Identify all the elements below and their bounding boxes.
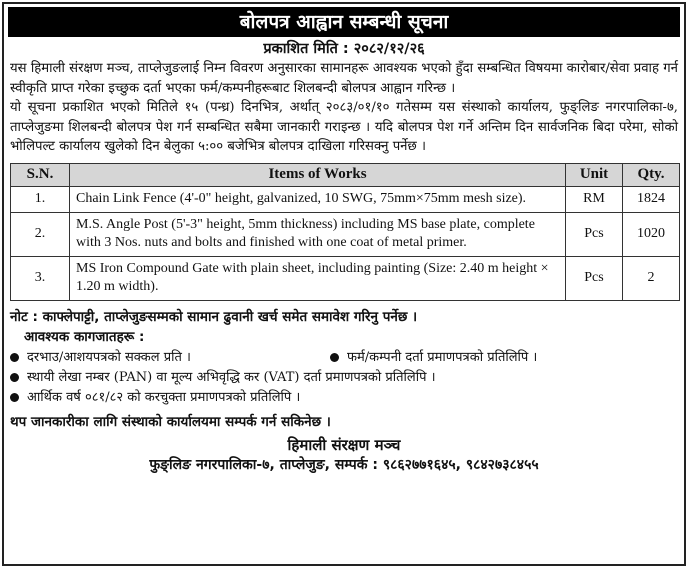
publish-date: प्रकाशित मिति : २०८२/१२/२६ [263,41,425,57]
table-row [11,186,680,212]
bullet-icon [10,373,19,382]
row-item: Chain Link Fence (4'-0" height, galvanized, 10 SWG, 75mm×75mm mesh size). [70,186,566,212]
documents-row [10,368,678,388]
list-item [330,348,537,368]
deadline-paragraph: यो सूचना प्रकाशित भएको मितिले १५ (पन्ध्र) दिनभित्र, अर्थात् २०८३/०१/१० गतेसम्म यस संस्थाको कार्यालय, फुङ्लिङ नगरपालिका-७, ताप्लेजुङमा शिलबन्दी बोलपत्र पेश गर्न सम्बन्धित सबैमा जानकारी गराइन्छ । यदि बोलपत्र पेश गर्ने अन्तिम दिन सार्वजनिक बिदा परेमा, सोको भोलिपल्ट कार्यालय खुलेको दिन बेलुका ५:०० बजेभित्र बोलपत्र दाखिला गरिसक्नु पर्नेछ । [10,100,678,154]
organization-name: हिमाली संरक्षण मञ्च [287,435,401,454]
address-contact: फुङ्लिङ नगरपालिका-७, ताप्लेजुङ, सम्पर्क : ९८६२७७१६४५, ९८४२७३८४५५ [149,456,539,473]
row-sn: 2. [11,212,70,256]
document-text: आर्थिक वर्ष ०८१/८२ को करचुक्ता प्रमाणपत्रको प्रतिलिपि । [27,389,301,405]
document-text: दरभाउ/आशयपत्रको सक्कल प्रति । [27,349,191,365]
row-qty: 2 [623,256,680,300]
row-unit: Pcs [566,212,623,256]
documents-list [10,348,678,408]
bullet-icon [10,393,19,402]
documents-title: आवश्यक कागजातहरू : [24,328,145,345]
header-qty: Qty. [623,163,680,186]
bullet-icon [10,353,19,362]
table-header-row [11,163,680,186]
transport-note: नोट : काफ्लेपाट्टी, ताप्लेजुङसम्मको सामान ढुवानी खर्च समेत समावेश गरिनु पर्नेछ । [10,308,418,325]
row-sn: 1. [11,186,70,212]
row-unit: RM [566,186,623,212]
header-sn: S.N. [11,163,70,186]
header-items: Items of Works [70,163,566,186]
notice-title: बोलपत्र आह्वान सम्बन्धी सूचना [8,7,680,37]
table-row [11,212,680,256]
documents-row [10,388,678,408]
list-item [10,388,300,408]
row-qty: 1020 [623,212,680,256]
list-item [10,348,330,368]
list-item [10,368,436,388]
tender-notice [2,2,686,566]
row-unit: Pcs [566,256,623,300]
bullet-icon [330,353,339,362]
row-item: MS Iron Compound Gate with plain sheet, including painting (Size: 2.40 m height × 1.20 m width). [70,256,566,300]
table-row [11,256,680,300]
row-item: M.S. Angle Post (5'-3" height, 5mm thickness) including MS base plate, complete with 3 Nos. nuts and bolts and finished with one coat of metal primer. [70,212,566,256]
document-text: फर्म/कम्पनी दर्ता प्रमाणपत्रको प्रतिलिपि । [347,349,538,365]
more-info: थप जानकारीका लागि संस्थाको कार्यालयमा सम्पर्क गर्न सकिनेछ । [10,413,331,430]
works-table [10,163,680,301]
document-text: स्थायी लेखा नम्बर (PAN) वा मूल्य अभिवृद्धि कर (VAT) दर्ता प्रमाणपत्रको प्रतिलिपि । [27,369,436,385]
row-qty: 1824 [623,186,680,212]
header-unit: Unit [566,163,623,186]
intro-paragraph: यस हिमाली संरक्षण मञ्च, ताप्लेजुङलाई निम्न विवरण अनुसारका सामानहरू आवश्यक भएको हुँदा सम्बन्धित विषयमा कारोबार/सेवा प्रवाह गर्न स्वीकृति प्राप्त गरेका इच्छुक दर्ता भएका फर्म/कम्पनीहरूबाट शिलबन्दी बोलपत्र आह्वान गरिन्छ । [10,61,678,96]
documents-row [10,348,678,368]
row-sn: 3. [11,256,70,300]
